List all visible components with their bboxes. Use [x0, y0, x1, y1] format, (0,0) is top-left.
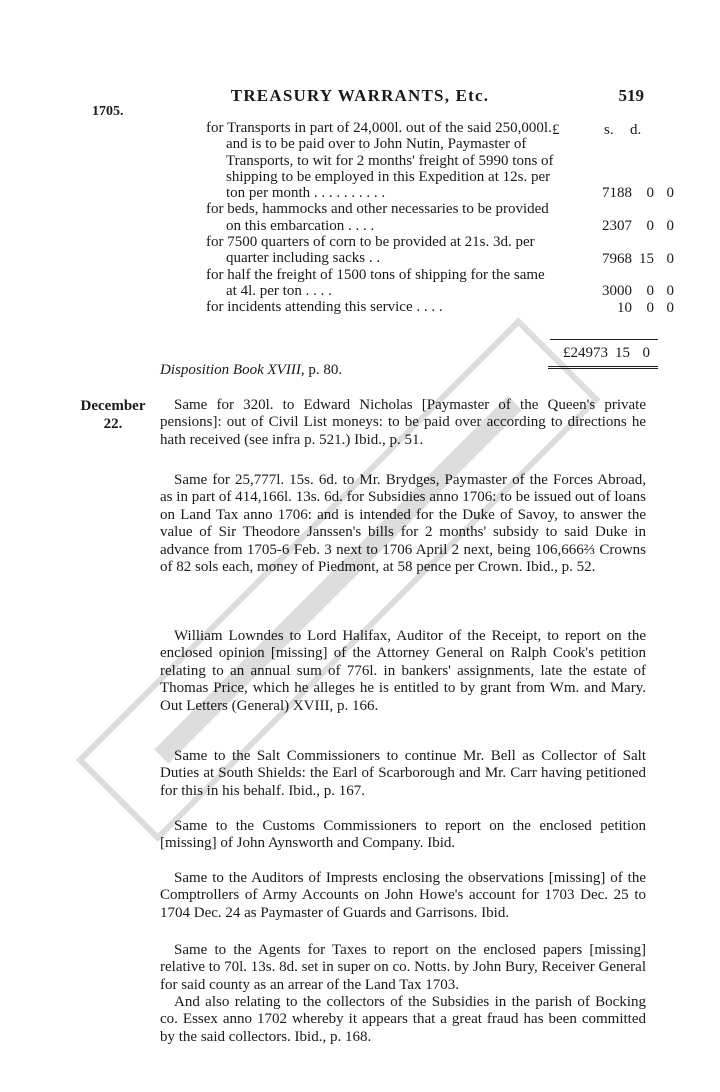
sum-rule	[550, 339, 658, 340]
page-number: 519	[618, 86, 644, 105]
ledger-entry	[206, 299, 674, 316]
total-double-rule	[548, 366, 658, 372]
ledger-pence: 0	[666, 218, 674, 235]
disposition-citation	[160, 362, 342, 379]
ledger-shillings: 0	[646, 218, 654, 235]
total-shillings: 15	[615, 345, 630, 361]
margin-month: December	[80, 398, 146, 414]
ledger-entry	[206, 234, 674, 267]
ledger-entry	[206, 266, 674, 300]
paragraph: Same for 25,777l. 15s. 6d. to Mr. Brydges, Paymaster of the Forces Abroad, as in part of 414,166l. 13s. 6d. for Subsidies anno 1706: to be issued out of loans on Land Tax anno 1706: and is intended for the Duke of Savoy, to answer the value of Sir Theodore Janssen's bills for 2 months' subsidy to said Duke in advance from 1705-6 Feb. 3 next to 1706 April 2 next, being 106,666⅔ Crowns of 82 sols each, money of Piedmont, at 58 pence per Crown. Ibid., p. 52.	[160, 472, 646, 576]
paragraph: Same to the Agents for Taxes to report on the enclosed papers [missing] relative to 70l. 13s. 8d. set in super on co. Notts. by John Bury, Receiver General for said county as an arrear of the Land Tax 1703.	[160, 942, 647, 993]
margin-date	[76, 397, 150, 433]
total-pence: 0	[642, 345, 650, 361]
ledger-shillings: 0	[646, 299, 654, 316]
pounds-column-header: £	[552, 122, 560, 138]
ledger-total	[540, 345, 650, 363]
page-title: TREASURY WARRANTS, Etc.	[230, 86, 490, 105]
disposition-book: Disposition Book XVIII	[160, 362, 301, 378]
ledger-entry-text: for incidents attending this service . . . .	[206, 299, 443, 316]
disposition-page: , p. 80.	[300, 362, 343, 378]
paragraph: Same to the Salt Commissioners to continue Mr. Bell as Collector of Salt Duties at South Shields: the Earl of Scarborough and Mr. Carr having petitioned for this in his behalf. Ibid., p. 167.	[160, 748, 646, 799]
paragraph: Same to the Customs Commissioners to report on the enclosed petition [missing] of John Aynsworth and Company. Ibid.	[160, 818, 646, 852]
ledger-pence: 0	[666, 283, 674, 300]
ledger-pence: 0	[666, 185, 674, 202]
ledger-pounds: 2307	[602, 218, 632, 235]
ledger-entry-text: for 7500 quarters of corn to be provided at 21s. 3d. per quarter including sacks . .	[206, 234, 535, 267]
paragraph: William Lowndes to Lord Halifax, Auditor of the Receipt, to report on the enclosed opinion [missing] of the Attorney General on Ralph Cook's petition relating to an annual sum of 776l. in bankers' assignments, late the estate of Thomas Price, which he alleges he is entitled to by grant from Wm. and Mary. Out Letters (General) XVIII, p. 166.	[160, 628, 646, 714]
margin-day: 22.	[103, 416, 123, 432]
paragraph: Same for 320l. to Edward Nicholas [Paymaster of the Queen's private pensions]: out of Civil List moneys: to be paid over according to directions he hath received (see infra p. 521.) Ibid., p. 51.	[160, 397, 646, 448]
ledger-pounds: 3000	[602, 283, 632, 300]
ledger-entry-text: for beds, hammocks and other necessaries to be provided on this embarcation . . . .	[206, 201, 549, 234]
paragraph: And also relating to the collectors of the Subsidies in the parish of Bocking co. Essex anno 1702 whereby it appears that a great fraud has been committed by the said collectors. Ibid., p. 168.	[160, 994, 646, 1045]
ledger-pounds: 7188	[602, 185, 632, 202]
ledger-entry-text: for half the freight of 1500 tons of shipping for the same at 4l. per ton . . . .	[206, 266, 545, 299]
ledger-entry	[206, 120, 674, 202]
margin-year: 1705.	[92, 104, 124, 119]
ledger-pence: 0	[666, 250, 674, 267]
ledger-shillings: 0	[646, 283, 654, 300]
ledger-pounds: 10	[617, 299, 632, 316]
shillings-column-header: s.	[604, 122, 614, 138]
ledger-entry-text: for Transports in part of 24,000l. out of the said 250,000l. and is to be paid over to John Nutin, Paymaster of Transports, to wit for 2 months' freight of 5990 tons of shipping to be employed in this Expedition at 12s. per ton per month . . . . . . . . . .	[206, 120, 554, 202]
paragraph: Same to the Auditors of Imprests enclosing the observations [missing] of the Comptrollers of Army Accounts on John Howe's account for 1703 Dec. 25 to 1704 Dec. 24 as Paymaster of Guards and Garrisons. Ibid.	[160, 870, 646, 921]
ledger-shillings: 15	[639, 250, 654, 267]
ledger-shillings: 0	[646, 185, 654, 202]
ledger-pence: 0	[666, 299, 674, 316]
ledger-table	[206, 120, 674, 316]
ledger-pounds: 7968	[602, 250, 632, 267]
pence-column-header: d.	[630, 122, 642, 138]
ledger-entry	[206, 201, 674, 235]
total-pounds: £24973	[563, 345, 608, 361]
